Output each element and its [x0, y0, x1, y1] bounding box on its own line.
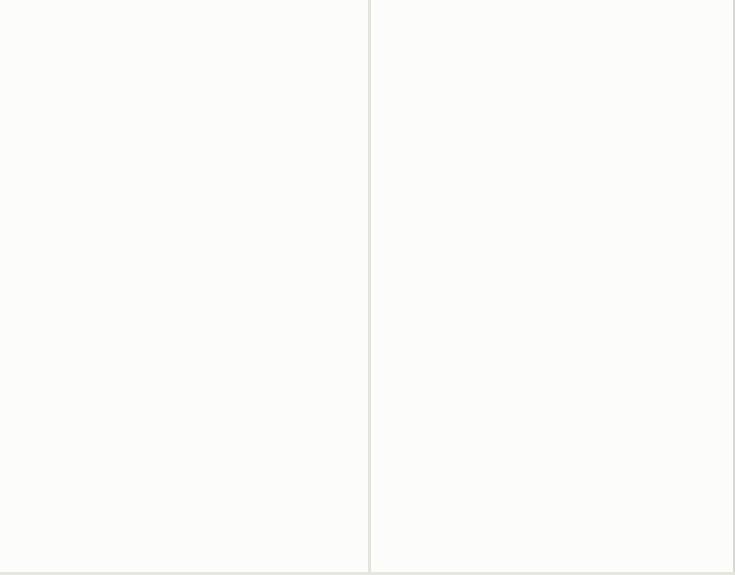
fold-line — [368, 0, 371, 575]
